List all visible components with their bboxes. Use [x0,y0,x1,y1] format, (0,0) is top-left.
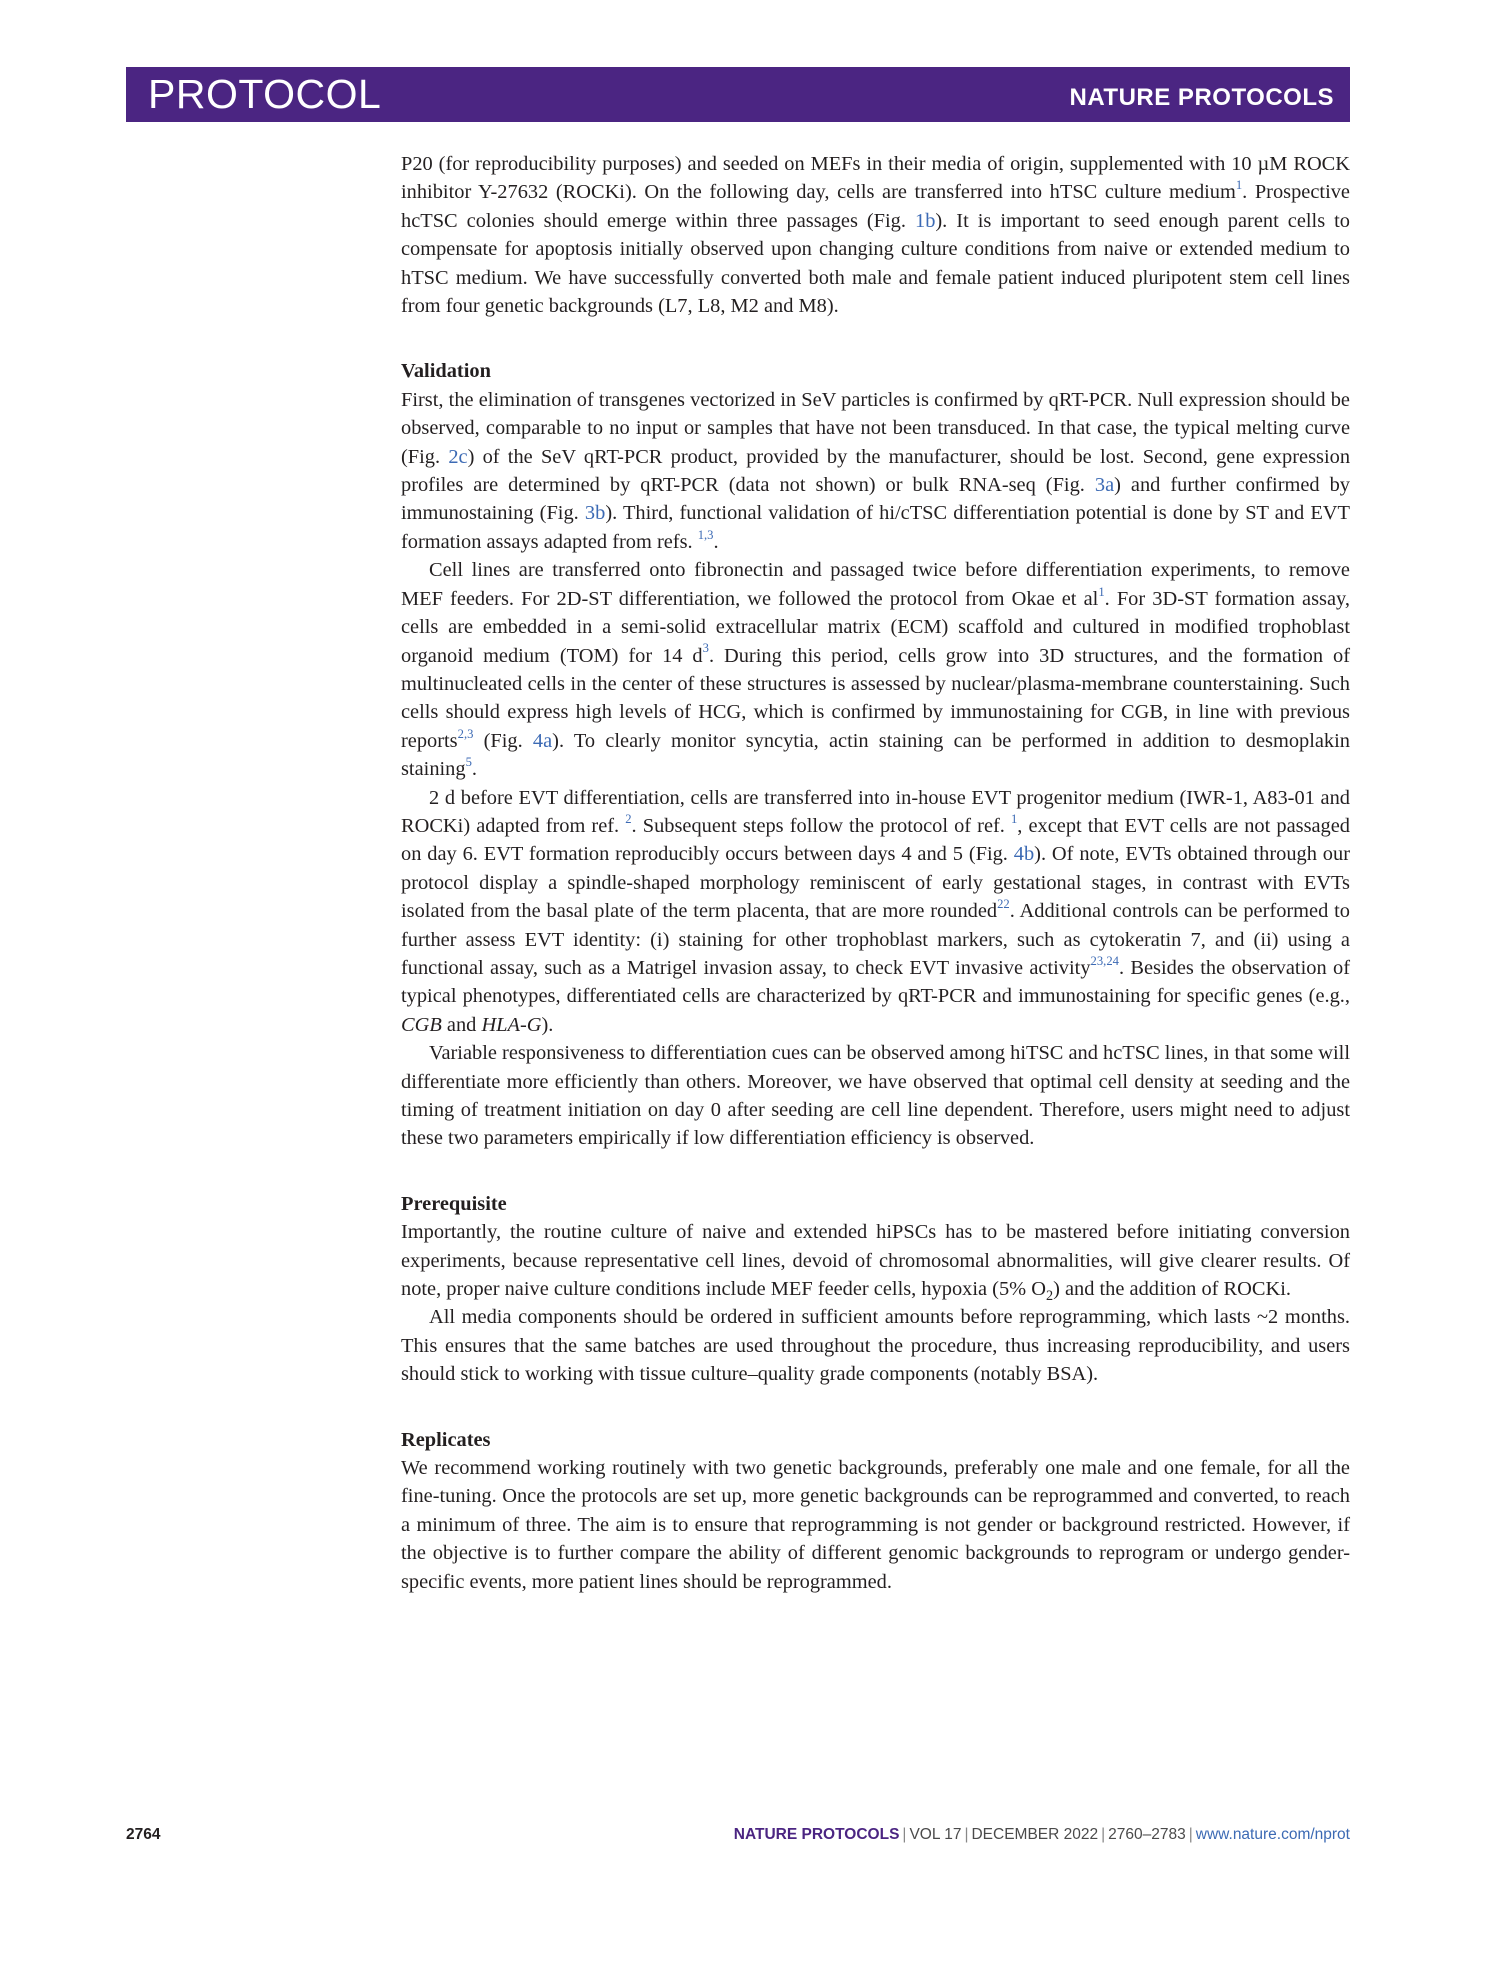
issue-date: DECEMBER 2022 [971,1826,1099,1843]
journal-title: NATURE PROTOCOLS [1069,83,1334,111]
paragraph: First, the elimination of transgenes vectorized in SeV particles is confirmed by qRT-PCR. Null expression should be observed, comparable to no input or samples that have not been transduced. In that case, the typical melting curve (Fig. 2c) of the SeV qRT-PCR product, provided by the manufacturer, should be lost. Second, gene expression profiles are determined by qRT-PCR (data not shown) or bulk RNA-seq (Fig. 3a) and further confirmed by immunostaining (Fig. 3b). Third, functional validation of hi/cTSC differentiation potential is done by ST and EVT formation assays adapted from refs. $^{1,3}$. [401,388,1351,553]
replicates-section [401,1426,1350,1596]
gene-name: HLA-G [481,1013,542,1036]
section-label: PROTOCOL [148,71,382,117]
paragraph: We recommend working routinely with two genetic backgrounds, preferably one male and one female, for all the fine-tuning. Once the protocols are set up, more genetic backgrounds can be reprogrammed and converted, to reach a minimum of three. The aim is to ensure that reprogramming is not gender or background restricted. However, if the objective is to further compare the ability of different genomic backgrounds to reprogram or undergo gender-specific events, more patient lines should be reprogrammed. [401,1457,1350,1593]
section-heading: Validation [401,360,491,383]
gene-name: CGB [401,1013,442,1036]
paragraph: Variable responsiveness to differentiation cues can be observed among hiTSC and hcTSC lines, in that some will differentiate more efficiently than others. Moreover, we have observed that optimal cell density at seeding and the timing of treatment initiation on day 0 after seeding are cell line dependent. Therefore, users might need to adjust these two parameters empirically if low differentiation efficiency is observed. [401,1042,1350,1150]
figure-link[interactable]: 3b [584,502,606,525]
section-heading: Replicates [401,1428,491,1451]
figure-link[interactable]: 3a [1094,474,1115,497]
figure-link[interactable]: 1b [915,209,936,232]
citation-link[interactable]: 2,3 [457,726,474,741]
paragraph: Importantly, the routine culture of naive and extended hiPSCs has to be mastered before initiating conversion experiments, because representative cell lines, devoid of chromosomal abnormalities, will give clearer results. Of note, proper naive culture conditions include MEF feeder cells, hypoxia (5% $O_2$) and the addition of ROCKi. [401,1221,1350,1305]
citation-link[interactable]: 3 [702,641,709,656]
section-heading: Prerequisite [401,1192,507,1215]
citation-link[interactable]: 1 [1098,584,1105,599]
citation-link[interactable]: 23,24 [1090,953,1119,968]
footer-journal: NATURE PROTOCOLS [733,1826,900,1843]
volume: VOL 17 [909,1826,962,1843]
journal-citation: NATURE PROTOCOLS | VOL 17 | DECEMBER 2022 | 2760–2783 | www.nature.com/nprot [733,1826,1350,1843]
citation-link[interactable]: 1,3 [697,527,714,542]
header-bar [126,67,1350,122]
paragraph: 2 d before EVT differentiation, cells are transferred into in-house EVT progenitor medium (IWR-1, A83-01 and ROCKi) adapted from ref. $^2$. Subsequent steps follow the protocol of ref. $^1$, except that EVT cells are not passaged on day 6. EVT formation reproducibly occurs between days 4 and 5 (Fig. 4b). Of note, EVTs obtained through our protocol display a spindle-shaped morphology reminiscent of early gestational stages, in contrast with EVTs isolated from the basal plate of the term placenta, that are more rounded$^{22}$. Additional controls can be performed to further assess EVT identity: (i) staining for other trophoblast markers, such as cytokeratin 7, and (ii) using a functional assay, such as a Matrigel invasion assay, to check EVT invasive activity$^{23,24}$. Besides the observation of typical phenotypes, differentiated cells are characterized by qRT-PCR and immunostaining for specific genes (e.g., CGB and HLA-G). [401,786,1350,1036]
citation-link[interactable]: 22 [997,897,1010,912]
paragraph: Cell lines are transferred onto fibronectin and passaged twice before differentiation experiments, to remove MEF feeders. For 2D-ST differentiation, we followed the protocol from Okae et al$^1$. For 3D-ST formation assay, cells are embedded in a semi-solid extracellular matrix (ECM) scaffold and cultured in modified trophoblast organoid medium (TOM) for 14 d$^3$. During this period, cells grow into 3D structures, and the formation of multinucleated cells in the center of these structures is assessed by nuclear/plasma-membrane counterstaining. Such cells should express high levels of HCG, which is confirmed by immunostaining for CGB, in line with previous reports$^{2,3}$ (Fig. 4a). To clearly monitor syncytia, actin staining can be performed in addition to desmoplakin staining$^5$. [401,559,1350,781]
page-footer [126,1826,1350,1844]
citation-link[interactable]: 1 [1010,811,1018,826]
prerequisite-section [401,1190,1350,1389]
figure-link[interactable]: 4b [1013,843,1035,866]
page-range: 2760–2783 [1108,1826,1186,1843]
figure-link[interactable]: 2c [448,445,468,468]
article-body [401,150,1350,1596]
page-number: 2764 [126,1826,161,1843]
citation-link[interactable]: 5 [465,755,472,770]
citation-link[interactable]: 2 [625,811,632,826]
journal-url-link[interactable]: www.nature.com/nprot [1195,1826,1350,1843]
intro-paragraph: P20 (for reproducibility purposes) and seeded on MEFs in their media of origin, supplemented with 10 µM ROCK inhibitor Y-27632 (ROCKi). On the following day, cells are transferred into hTSC culture medium$^1$. Prospective hcTSC colonies should emerge within three passages (Fig. 1b). It is important to seed enough parent cells to compensate for apoptosis initially observed upon changing culture conditions from naive or extended medium to hTSC medium. We have successfully converted both male and female patient induced pluripotent stem cell lines from four genetic backgrounds (L7, L8, M2 and M8). [401,153,1351,318]
validation-section [401,357,1350,1152]
figure-link[interactable]: 4a [532,729,553,752]
citation-link[interactable]: 1 [1235,178,1243,193]
paragraph: All media components should be ordered in sufficient amounts before reprogramming, which lasts ~2 months. This ensures that the same batches are used throughout the procedure, thus increasing reproducibility, and users should stick to working with tissue culture–quality grade components (notably BSA). [401,1306,1350,1386]
